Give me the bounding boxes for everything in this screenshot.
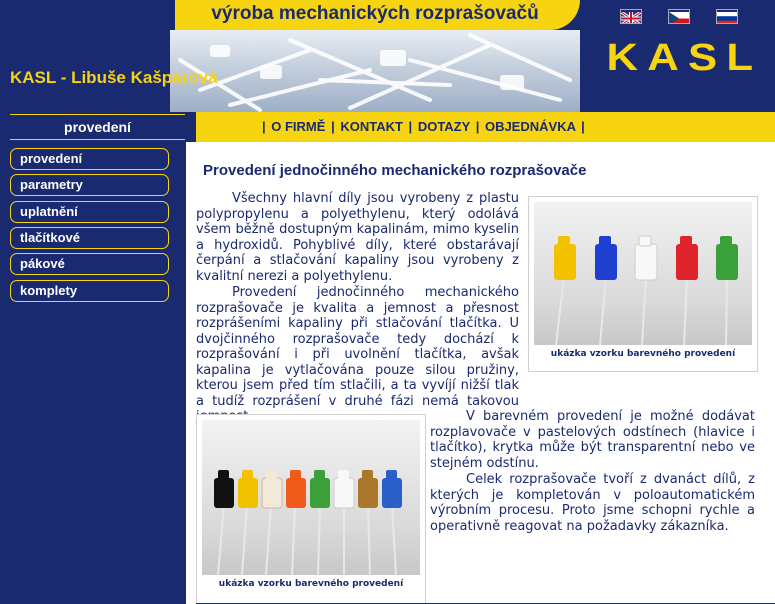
sidebar-item-parametry[interactable]: parametry xyxy=(10,174,169,196)
nav-separator: | xyxy=(475,119,480,134)
paragraph-4: Celek rozprašovače tvoří z dvanáct dílů, z kterých je kompletován v poloautomatickém výrobním procesu. Proto jsme schopni rychle a operativně reagovat na požadavky zákazníka. xyxy=(430,472,755,534)
paragraph-2: Provedení jednočinného mechanického rozprašovače je kvalita a jemnost a přesnost rozprášeními kapaliny při stlačování tlačítka. U dvojčinného rozprašovače tedy dochází k rozprašování i při uvolnění tlačítka, avšak kapalina je vytlačována pouze silou pružiny, kterou jsem před tím stlačili, a ta vyvíjí nižší tlak a tudíž rozprášení v druhé fázi nemá takovou xyxy=(196,285,519,409)
sidebar-heading: provedení xyxy=(10,114,185,140)
flag-russian-icon[interactable] xyxy=(716,9,738,24)
nav-o-firme[interactable]: O FIRMĚ xyxy=(271,119,326,134)
figure-1-caption: ukázka vzorku barevného provedení xyxy=(550,349,736,359)
nav-objednavka[interactable]: OBJEDNÁVKA xyxy=(484,119,576,134)
sprayer-photo-2 xyxy=(202,420,420,575)
banner-title: výroba mechanických rozprašovačů xyxy=(211,3,539,24)
figure-1-photo xyxy=(534,202,752,345)
sidebar-item-pakove[interactable]: pákové xyxy=(10,253,169,275)
paragraph-2-part xyxy=(196,285,519,425)
nav-kontakt[interactable]: KONTAKT xyxy=(340,119,403,134)
flag-czech-icon[interactable] xyxy=(668,9,690,24)
sidebar-item-provedeni[interactable]: provedení xyxy=(10,148,169,170)
paragraph-3: V barevném provedení je možné dodávat rozplavovače v pastelových odstínech (hlavice i tlačítko), krytka může být transparentní nebo ve stejném odstínu. xyxy=(430,409,755,471)
header-photo xyxy=(170,30,580,112)
flag-english-icon[interactable] xyxy=(620,9,642,24)
figure-2-photo xyxy=(202,420,420,575)
nav-separator: | xyxy=(262,119,266,134)
figure-2 xyxy=(196,414,426,604)
page-title: Provedení jednočinného mechanického rozprašovače xyxy=(203,162,587,179)
sidebar-item-tlacitkove[interactable]: tlačítkové xyxy=(10,227,169,249)
figure-2-caption: ukázka vzorku barevného provedení xyxy=(218,579,404,589)
nav-dotazy[interactable]: DOTAZY xyxy=(417,119,471,134)
company-name: KASL - Libuše Kašparová xyxy=(10,68,218,87)
paragraph-1: Všechny hlavní díly jsou vyrobeny z plastu polypropylenu a polyethylenu, který odolává všem běžně dostupným kapalinám, mimo kyselin a hydroxidů. Pohyblivé díly, které obstarávají čerpání a stlačování kapaliny jsou vyrobeny z kvalitní nerezi a polyethylenu. xyxy=(196,191,519,284)
sidebar-item-uplatneni[interactable]: uplatnění xyxy=(10,201,169,223)
header-photo-graphic xyxy=(170,30,580,112)
nav-separator: | xyxy=(581,119,585,134)
nav-separator: | xyxy=(408,119,413,134)
language-flags xyxy=(620,9,740,25)
kasl-logo: KASL xyxy=(606,37,763,79)
nav-separator: | xyxy=(331,119,335,134)
figure-1 xyxy=(528,196,758,372)
top-navigation-links xyxy=(260,119,587,134)
sidebar-item-komplety[interactable]: komplety xyxy=(10,280,169,302)
sprayer-photo-1 xyxy=(534,202,752,345)
